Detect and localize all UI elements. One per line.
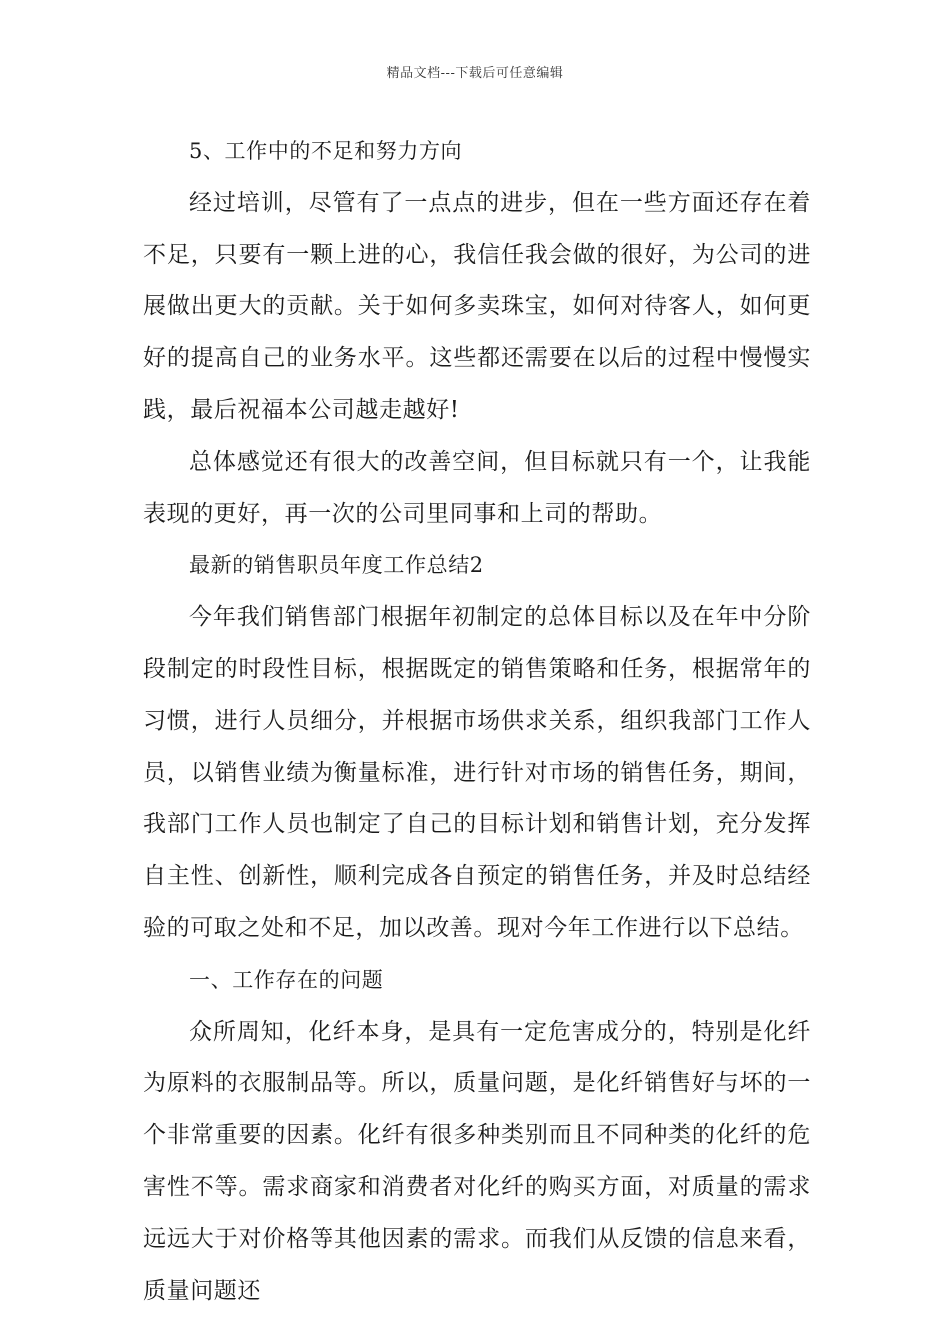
paragraph-quality-issues: 众所周知，化纤本身，是具有一定危害成分的，特别是化纤为原料的衣服制品等。所以，质量问题，是化纤销售好与坏的一个非常重要的因素。化纤有很多种类别而且不同种类的化纤的危害性不等。需求商家和消费者对化纤的购买方面，对质量的需求远远大于对价格等其他因素的需求。而我们从反馈的信息来看，质量问题还 xyxy=(143,1018,811,1304)
document-body xyxy=(143,126,811,1317)
paragraph-sales-department: 今年我们销售部门根据年初制定的总体目标以及在年中分阶段制定的时段性目标，根据既定的销售策略和任务，根据常年的习惯，进行人员细分，并根据市场供求关系，组织我部门工作人员，以销售业绩为衡量标准，进行针对市场的销售任务，期间，我部门工作人员也制定了自己的目标计划和销售计划，充分发挥自主性、创新性，顺利完成各自预定的销售任务，并及时总结经验的可取之处和不足，加以改善。现对今年工作进行以下总结。 xyxy=(143,604,811,941)
section-heading: 5、工作中的不足和努力方向 xyxy=(189,139,463,163)
article-title: 最新的销售职员年度工作总结2 xyxy=(189,553,484,578)
paragraph-training-reflection: 经过培训，尽管有了一点点的进步，但在一些方面还存在着不足，只要有一颗上进的心，我信任我会做的很好，为公司的进展做出更大的贡献。关于如何多卖珠宝，如何对待客人，如何更好的提高自己的业务水平。这些都还需要在以后的过程中慢慢实践，最后祝福本公司越走越好! xyxy=(143,189,811,423)
subheading-problems: 一、工作存在的问题 xyxy=(189,967,384,992)
page-header: 精品文档---下载后可任意编辑 xyxy=(386,66,564,81)
paragraph-overall-feeling: 总体感觉还有很大的改善空间，但目标就只有一个，让我能表现的更好，再一次的公司里同事和上司的帮助。 xyxy=(143,448,811,527)
